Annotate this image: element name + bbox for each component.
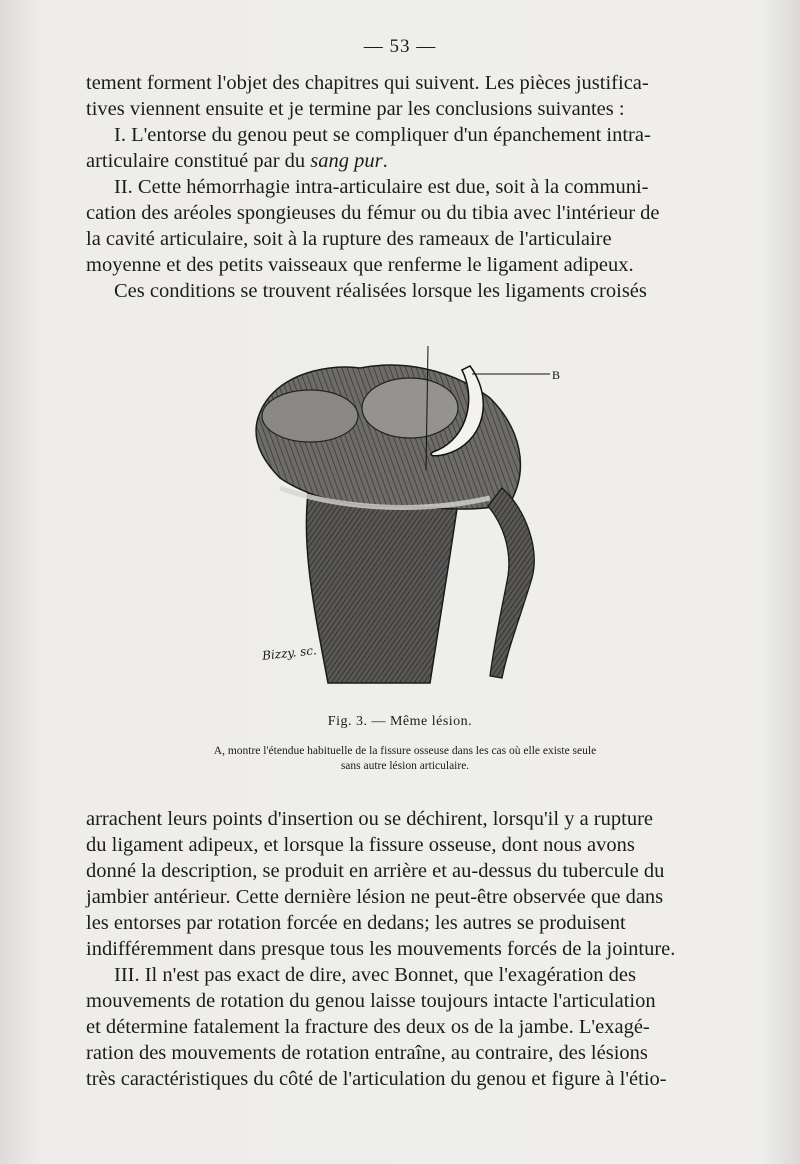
paragraph-line: très caractéristiques du côté de l'articulation du genou et figure à l'étio- (86, 1068, 667, 1090)
paragraph-line: et détermine fatalement la fracture des deux os de la jambe. L'exagé- (86, 1016, 650, 1038)
fibula-bone (488, 488, 534, 678)
paragraph-line: Ces conditions se trouvent réalisées lorsque les ligaments croisés (114, 280, 647, 302)
legend-line: sans autre lésion articulaire. (340, 760, 470, 772)
paragraph-line: tement forment l'objet des chapitres qui suivent. Les pièces justifica- (86, 72, 649, 94)
paragraph-line: tives viennent ensuite et je termine par les conclusions suivantes : (86, 98, 625, 120)
paragraph-line: du ligament adipeux, et lorsque la fissure osseuse, dont nous avons (86, 834, 635, 856)
tibia-illustration (240, 338, 570, 698)
figure-caption: Fig. 3. — Même lésion. (327, 714, 473, 729)
paragraph-conclusion-2: II. Cette hémorrhagie intra-articulaire est due, soit à la communi- (114, 176, 649, 198)
paragraph-line: cation des aréoles spongieuses du fémur ou du tibia avec l'intérieur de (86, 202, 660, 224)
lower-text-block (86, 806, 728, 1092)
page-number: — 53 — (363, 36, 437, 57)
paragraph-line: mouvements de rotation du genou laisse toujours intacte l'articulation (86, 990, 656, 1012)
paragraph-line: jambier antérieur. Cette dernière lésion ne peut-être observée que dans (86, 886, 664, 908)
paragraph-conclusion-3: III. Il n'est pas exact de dire, avec Bonnet, que l'exagération des (114, 964, 636, 986)
figure-legend (140, 744, 670, 774)
paragraph-line: ration des mouvements de rotation entraîne, au contraire, des lésions (86, 1042, 648, 1064)
paragraph-line: la cavité articulaire, soit à la rupture des rameaux de l'articulaire (86, 228, 612, 250)
text-run: . (382, 150, 388, 172)
paragraph-line: les entorses par rotation forcée en dedans; les autres se produisent (86, 912, 626, 934)
tibia-engraving-figure (240, 338, 570, 698)
paragraph-conclusion-1 (86, 122, 728, 148)
paragraph-line (86, 148, 728, 174)
text-run: articulaire constitué par du (86, 150, 311, 172)
articular-surface (362, 378, 458, 438)
paragraph-line: arrachent leurs points d'insertion ou se déchirent, lorsqu'il y a rupture (86, 808, 653, 830)
upper-text-block (86, 70, 728, 304)
paragraph-line: moyenne et des petits vaisseaux que renferme le ligament adipeux. (86, 254, 634, 276)
artist-signature: Bizzy. sc. (261, 643, 318, 663)
figure-label-b: B (552, 368, 561, 382)
italic-text: sang pur (310, 150, 383, 172)
paragraph-line: indifféremment dans presque tous les mouvements forcés de la jointure. (86, 938, 676, 960)
text-run: I. L'entorse du genou peut se compliquer d'un épanchement intra- (114, 124, 651, 146)
articular-surface (262, 390, 358, 442)
legend-line: A, montre l'étendue habituelle de la fissure osseuse dans les cas où elle existe seule (213, 745, 597, 757)
paragraph-line: donné la description, se produit en arrière et au-dessus du tubercule du (86, 860, 665, 882)
